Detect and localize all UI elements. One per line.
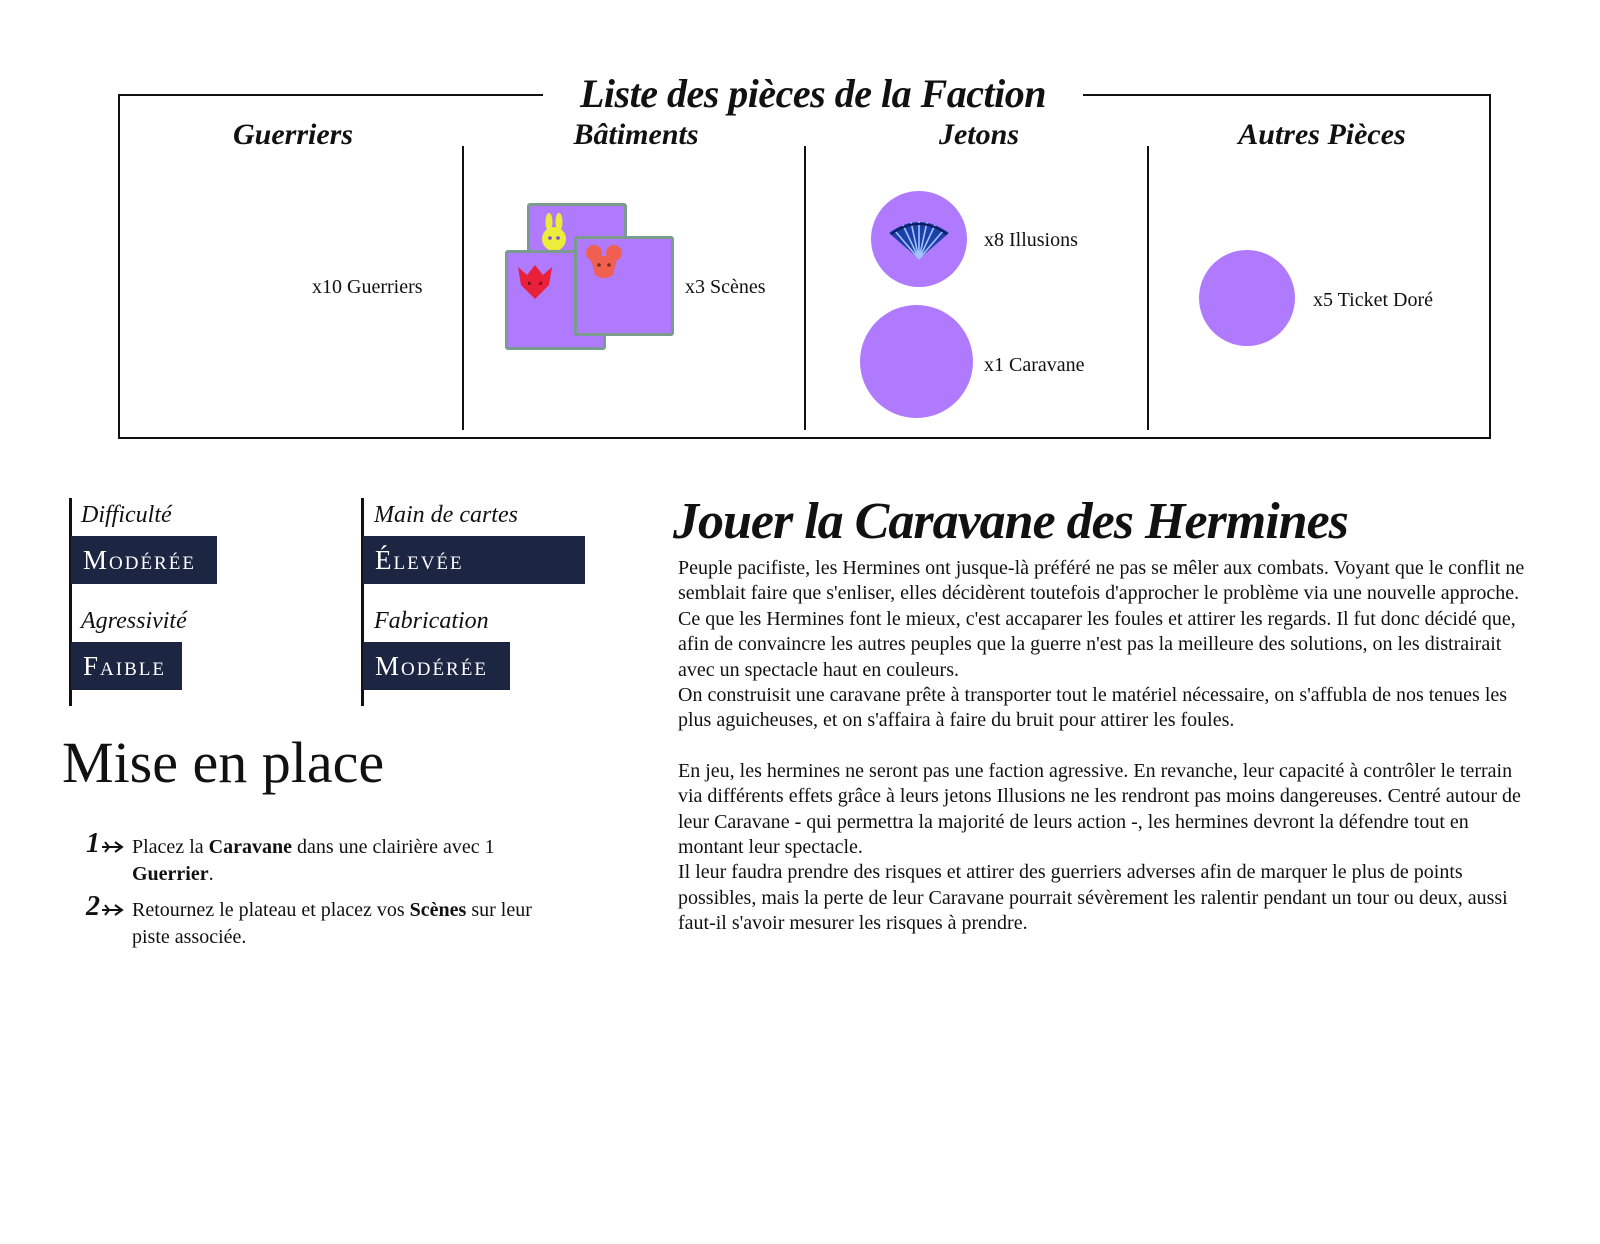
other-pieces-column-title: Autres Pièces [1238,118,1406,151]
arrow-icon [101,902,127,918]
caravan-token [860,305,973,418]
crafting-badge: Modérée [363,642,510,690]
step-number: 1 [86,828,100,859]
golden-ticket-count-label: x5 Ticket Doré [1313,289,1433,311]
column-divider [804,146,806,430]
play-section-title: Jouer la Caravane des Hermines [673,493,1348,550]
pieces-panel-title: Liste des pièces de la Faction [543,66,1083,122]
setup-step: Placez la Caravane dans une clairière avec 1 Guerrier. [132,836,495,885]
setup-title: Mise en place [62,730,385,795]
scene-card [574,236,674,336]
tokens-column-title: Jetons [938,118,1019,151]
lore-paragraph: Peuple pacifiste, les Hermines ont jusque-là préféré ne pas se mêler aux combats. Voyant que le conflit ne semblait faire que s'enliser, elles décidèrent toutefois d'approcher le problème via une nouvelle approche. [678,557,1525,605]
step-number: 2 [86,891,100,922]
hand-size-label: Main de cartes [374,502,518,528]
column-divider [462,146,464,430]
crafting-label: Fabrication [374,608,489,634]
lore-text [678,556,1528,937]
aggression-badge: Faible [71,642,182,690]
fan-icon [885,217,953,261]
difficulty-label: Difficulté [81,502,172,528]
difficulty-badge: Modérée [71,536,217,584]
column-divider [1147,146,1149,430]
aggression-label: Agressivité [81,608,187,634]
warriors-column-title: Guerriers [232,118,353,151]
mouse-icon [583,243,625,283]
rabbit-icon [538,212,570,252]
lore-paragraph: Ce que les Hermines font le mieux, c'est accaparer les foules et attirer les regards. Il fut donc décidé que, afin de convaincre les autres peuples que la guerre n'est pas la meilleure des solutions, on les distrairait avec un spectacle haut en couleurs. [678,607,1516,681]
illusion-token [871,191,967,287]
warriors-count-label: x10 Guerriers [312,276,423,298]
arrow-icon [101,839,127,855]
hand-size-badge: Élevée [363,536,585,584]
buildings-column-title: Bâtiments [573,118,699,151]
fox-icon [514,261,556,301]
illusions-count-label: x8 Illusions [984,229,1078,251]
lore-paragraph: En jeu, les hermines ne seront pas une faction agressive. En revanche, leur capacité à contrôler le terrain via différents effets grâce à leurs jetons Illusions ne les rendront pas moins dangereuses. Centré autour de leur Caravane - qui permettra la majorité de leurs action -, les hermines devront la défendre tout en montant leur spectacle. [678,759,1521,859]
lore-paragraph: Il leur faudra prendre des risques et attirer des guerriers adverses afin de marquer le plus de points possibles, mais la perte de leur Caravane pourrait sévèrement les ralentir pendant un tour ou deux, aussi faut-il s'avoir mesurer les risques à prendre. [678,861,1508,935]
lore-paragraph: On construisit une caravane prête à transporter tout le matériel nécessaire, on s'affubla de nos tenues les plus aguicheuses, et on s'affaira à faire du bruit pour attirer les foules. [678,684,1508,732]
golden-ticket-token [1199,250,1295,346]
caravan-count-label: x1 Caravane [984,354,1085,376]
setup-step: Retournez le plateau et placez vos Scènes sur leur piste associée. [132,899,532,948]
scenes-count-label: x3 Scènes [685,276,766,298]
